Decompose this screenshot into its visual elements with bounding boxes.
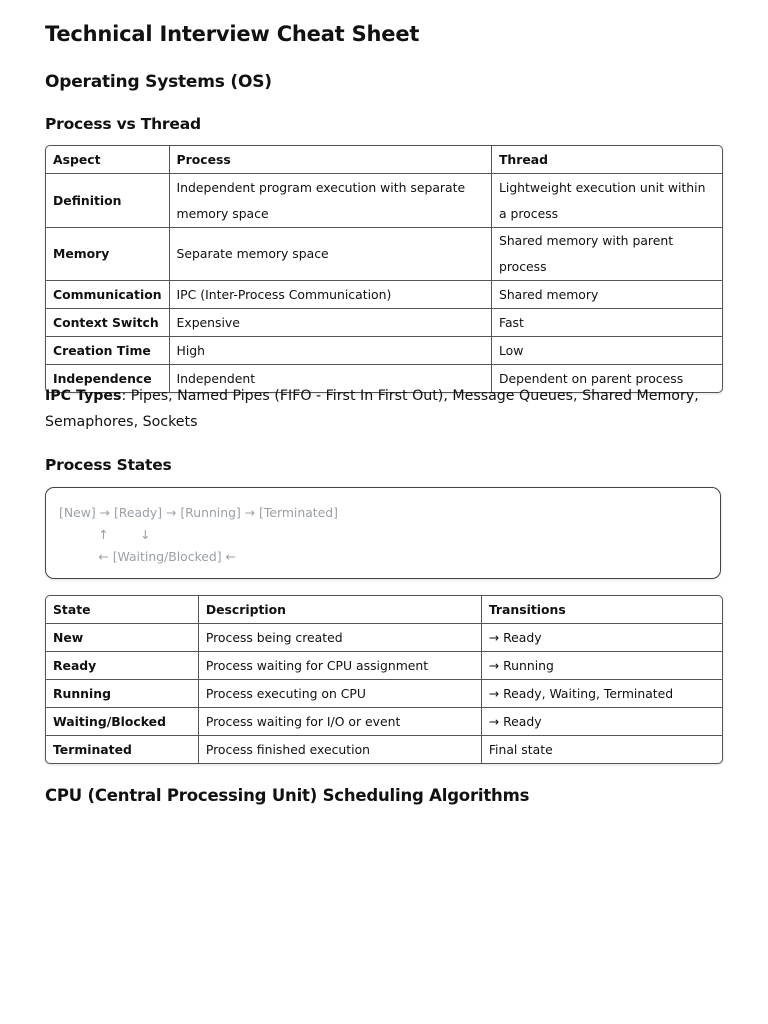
table-cell: Fast xyxy=(492,309,722,337)
table-row xyxy=(46,337,722,365)
column-header: Thread xyxy=(492,146,722,174)
table-row xyxy=(46,708,722,736)
diagram-code xyxy=(46,488,720,568)
column-header: State xyxy=(46,596,199,624)
section-heading-cpu-scheduling: CPU (Central Processing Unit) Scheduling Algorithms xyxy=(45,786,530,805)
section-heading-os: Operating Systems (OS) xyxy=(45,72,272,92)
table-cell: Process being created xyxy=(199,624,482,652)
ipc-types-paragraph xyxy=(45,383,729,435)
page-title: Technical Interview Cheat Sheet xyxy=(45,22,420,46)
table-row xyxy=(46,652,722,680)
table-row xyxy=(46,281,722,309)
table-cell: Process finished execution xyxy=(199,736,482,763)
table-header-row xyxy=(46,146,722,174)
row-header: Waiting/Blocked xyxy=(46,708,199,736)
column-header: Aspect xyxy=(46,146,170,174)
column-header: Process xyxy=(170,146,492,174)
table-cell: High xyxy=(170,337,492,365)
row-header: Ready xyxy=(46,652,199,680)
table-cell: Shared memory with parent process xyxy=(492,228,722,281)
row-header: Creation Time xyxy=(46,337,170,365)
table-cell: Independent xyxy=(170,365,492,392)
process-states-table xyxy=(45,595,723,764)
table-cell: Process waiting for CPU assignment xyxy=(199,652,482,680)
table-row xyxy=(46,736,722,763)
table-cell: → Ready xyxy=(482,708,722,736)
row-header: Context Switch xyxy=(46,309,170,337)
table-cell: → Running xyxy=(482,652,722,680)
row-header: Communication xyxy=(46,281,170,309)
row-header: Definition xyxy=(46,174,170,228)
diagram-line: [New] → [Ready] → [Running] → [Terminated] xyxy=(59,505,338,520)
table-cell: Lightweight execution unit within a process xyxy=(492,174,722,228)
column-header: Description xyxy=(199,596,482,624)
table-cell: Independent program execution with separate memory space xyxy=(170,174,492,228)
ipc-types-label: IPC Types xyxy=(45,388,122,404)
table-cell: IPC (Inter-Process Communication) xyxy=(170,281,492,309)
ipc-types-text: : Pipes, Named Pipes (FIFO - First In First Out), Message Queues, Shared Memory, Semaphores, Sockets xyxy=(45,388,699,430)
subheading-process-states: Process States xyxy=(45,456,172,474)
table-row xyxy=(46,174,722,228)
table-row xyxy=(46,624,722,652)
table-cell: Low xyxy=(492,337,722,365)
table-cell: Expensive xyxy=(170,309,492,337)
table-cell: Separate memory space xyxy=(170,228,492,281)
table-cell: Shared memory xyxy=(492,281,722,309)
table-cell: Final state xyxy=(488,741,553,757)
row-header: New xyxy=(46,624,199,652)
diagram-line: ↑ ↓ xyxy=(59,527,151,542)
process-vs-thread-table xyxy=(45,145,723,393)
table-cell: Dependent on parent process xyxy=(498,370,684,386)
process-states-diagram xyxy=(45,487,721,579)
table-header-row xyxy=(46,596,722,624)
table-cell: → Ready, Waiting, Terminated xyxy=(482,680,722,708)
column-header: Transitions xyxy=(482,596,722,624)
table-row xyxy=(46,309,722,337)
row-header: Terminated xyxy=(46,736,199,763)
table-cell: Process waiting for I/O or event xyxy=(199,708,482,736)
row-header: Running xyxy=(46,680,199,708)
table-row xyxy=(46,680,722,708)
row-header: Memory xyxy=(46,228,170,281)
subheading-process-vs-thread: Process vs Thread xyxy=(45,115,201,133)
row-header: Independence xyxy=(46,365,170,392)
table-cell: Process executing on CPU xyxy=(199,680,482,708)
diagram-line: ← [Waiting/Blocked] ← xyxy=(59,549,236,564)
table-row xyxy=(46,228,722,281)
table-cell: → Ready xyxy=(482,624,722,652)
